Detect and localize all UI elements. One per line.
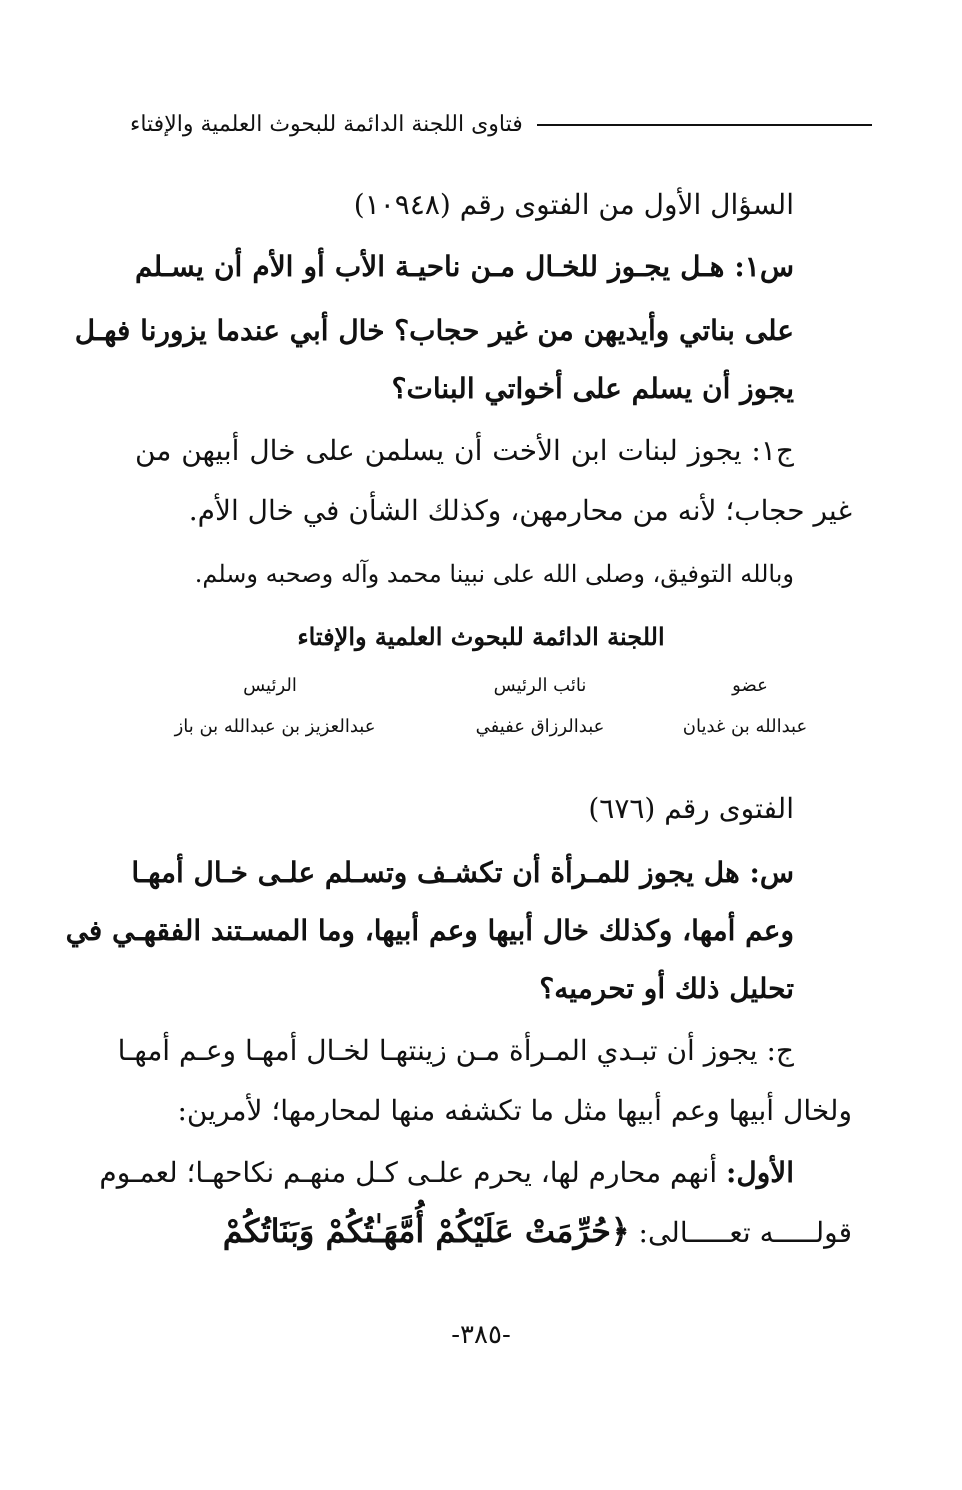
fatwa1-question-line2: على بناتي وأيديهن من غير حجاب؟ خال أبي عندما يزورنا فهـل — [74, 314, 794, 347]
fatwa1-answer-line2: غير حجاب؛ لأنه من محارمهن، وكذلك الشأن في خال الأم. — [188, 494, 852, 527]
fatwa2-answer-line1: ج: يجوز أن تبـدي المـرأة مـن زينتهـا لخـال أمهـا وعـم أمهـا — [117, 1034, 794, 1067]
running-header — [130, 112, 872, 137]
fatwa1-question-line1: س١: هـل يجـوز للخـال مـن ناحيـة الأب أو الأم أن يسـلم — [135, 250, 794, 283]
fatwa2-first-reason — [99, 1156, 794, 1189]
signatory-name-member: عبدالله بن غديان — [682, 716, 808, 737]
first-reason-label: الأول: — [726, 1156, 794, 1189]
page-number: -٣٨٥- — [451, 1320, 511, 1350]
fatwa2-answer-line2: ولخال أبيها وعم أبيها مثل ما تكشفه منها لمحارمها؛ لأمرين: — [177, 1094, 852, 1127]
quran-verse: ﴿حُرِّمَتْ عَلَيْكُمْ أُمَّهَـٰتُكُمْ وَبَنَاتُكُمْ — [222, 1212, 630, 1250]
fatwa2-question-line3: تحليل ذلك أو تحرميه؟ — [539, 972, 794, 1005]
signatory-role-member: عضو — [732, 675, 768, 696]
committee-title: اللجنة الدائمة للبحوث العلمية والإفتاء — [297, 622, 665, 651]
fatwa1-answer-line1: ج١: يجوز لبنات ابن الأخت أن يسلمن على خال أبيهن من — [135, 434, 794, 467]
signatory-name-deputy: عبدالرزاق عفيفي — [475, 716, 605, 737]
signatory-role-deputy: نائب الرئيس — [493, 675, 587, 696]
fatwa1-question-line3: يجوز أن يسلم على أخواتي البنات؟ — [391, 372, 794, 405]
first-reason-text: أنهم محارم لها، يحرم علـى كـل منهـم نكاحهـا؛ لعمـوم — [99, 1156, 718, 1189]
fatwa2-question-line1: س: هل يجوز للمـرأة أن تكشـف وتسـلم علـى خـال أمهـا — [131, 856, 794, 889]
header-rule — [537, 124, 872, 126]
fatwa1-heading: السؤال الأول من الفتوى رقم (١٠٩٤٨) — [353, 188, 794, 221]
quote-intro: قولـــــه تعـــــالى: — [638, 1216, 852, 1249]
header-title: فتاوى اللجنة الدائمة للبحوث العلمية والإفتاء — [130, 112, 523, 137]
signatory-role-chairman: الرئيس — [243, 675, 297, 696]
fatwa1-closing: وبالله التوفيق، وصلى الله على نبينا محمد وآله وصحبه وسلم. — [194, 560, 794, 588]
fatwa2-quran-line — [223, 1212, 852, 1250]
fatwa2-heading: الفتوى رقم (٦٧٦) — [588, 792, 794, 825]
signatory-name-chairman: عبدالعزيز بن عبدالله بن باز — [174, 716, 376, 737]
fatwa2-question-line2: وعم أمها، وكذلك خال أبيها وعم أبيها، وما المسـتند الفقهـي في — [65, 914, 794, 947]
